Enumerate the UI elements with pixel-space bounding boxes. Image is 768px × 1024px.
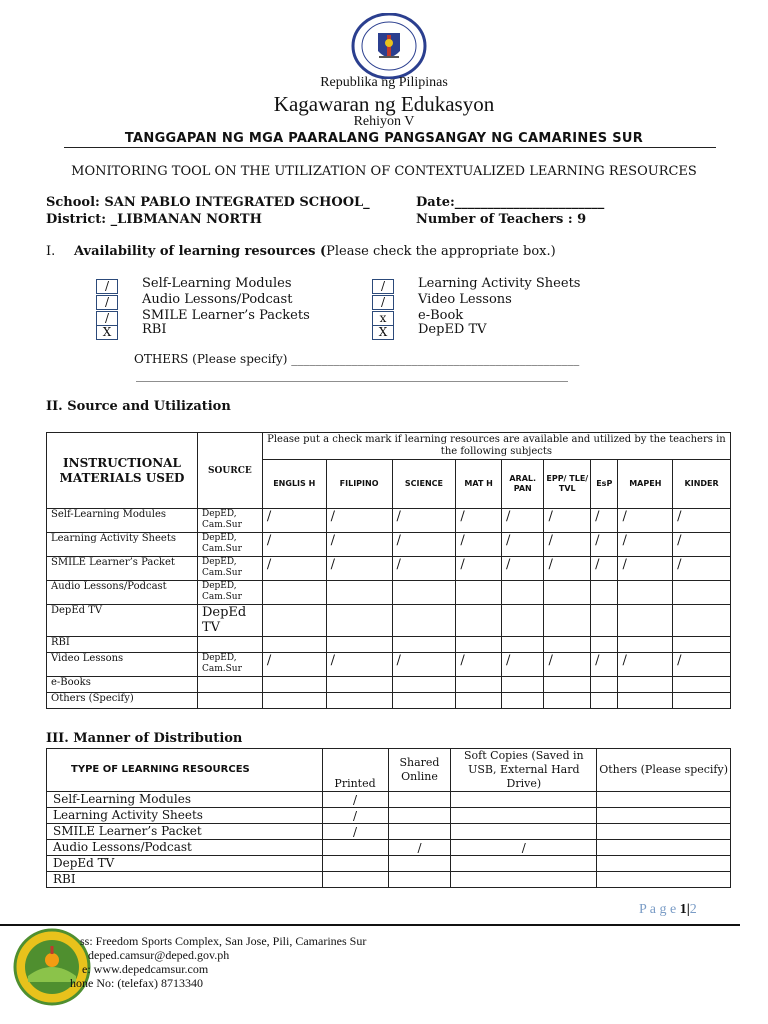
- utilization-check-cell[interactable]: /: [591, 557, 618, 581]
- distribution-check-cell[interactable]: [451, 808, 597, 824]
- utilization-check-cell[interactable]: [501, 693, 544, 709]
- utilization-check-cell[interactable]: /: [673, 509, 731, 533]
- utilization-check-cell[interactable]: [618, 637, 673, 653]
- distribution-check-cell[interactable]: [597, 840, 731, 856]
- utilization-check-cell[interactable]: /: [544, 653, 591, 677]
- material-cell: DepEd TV: [47, 605, 198, 637]
- footer-email: deped.camsur@deped.gov.ph: [88, 948, 230, 962]
- header-divider: [64, 147, 716, 148]
- distribution-check-cell[interactable]: [322, 856, 388, 872]
- resource-label: DepED TV: [418, 322, 487, 337]
- distribution-check-cell[interactable]: /: [322, 792, 388, 808]
- distribution-col-header: Soft Copies (Saved in USB, External Hard Drive): [451, 749, 597, 792]
- teachers-count: Number of Teachers : 9: [416, 212, 587, 227]
- utilization-check-cell[interactable]: [326, 581, 392, 605]
- form-title: MONITORING TOOL ON THE UTILIZATION OF CONTEXTUALIZED LEARNING RESOURCES: [71, 164, 697, 179]
- utilization-check-cell[interactable]: /: [456, 653, 502, 677]
- utilization-check-cell[interactable]: [262, 605, 326, 637]
- resource-checkbox[interactable]: /: [96, 279, 118, 294]
- resource-type-cell: Learning Activity Sheets: [47, 808, 323, 824]
- utilization-check-cell[interactable]: [456, 693, 502, 709]
- utilization-check-cell[interactable]: /: [501, 557, 544, 581]
- source-utilization-table: [46, 432, 731, 709]
- table-row: [47, 808, 731, 824]
- department-name: Kagawaran ng Edukasyon: [273, 92, 495, 116]
- resource-label: RBI: [142, 322, 167, 337]
- district-field: District: _LIBMANAN NORTH: [46, 212, 262, 227]
- resource-checkbox[interactable]: X: [96, 325, 118, 340]
- utilization-check-cell[interactable]: /: [456, 533, 502, 557]
- utilization-check-cell[interactable]: /: [618, 533, 673, 557]
- table-row: [47, 533, 731, 557]
- distribution-check-cell[interactable]: [597, 856, 731, 872]
- table-row: [47, 872, 731, 888]
- utilization-check-cell[interactable]: [456, 605, 502, 637]
- utilization-check-cell[interactable]: [618, 581, 673, 605]
- utilization-check-cell[interactable]: /: [544, 533, 591, 557]
- subject-header: EPP/ TLE/ TVL: [544, 460, 591, 509]
- utilization-check-cell[interactable]: /: [326, 557, 392, 581]
- footer-address: ss: Freedom Sports Complex, San Jose, Pili, Camarines Sur: [80, 934, 367, 948]
- utilization-check-cell[interactable]: [591, 581, 618, 605]
- distribution-check-cell[interactable]: [451, 824, 597, 840]
- distribution-check-cell[interactable]: [322, 872, 388, 888]
- source-cell: DepED, Cam.Sur: [197, 557, 262, 581]
- resource-label: Video Lessons: [418, 292, 512, 307]
- source-cell: DepEd TV: [197, 605, 262, 637]
- distribution-check-cell[interactable]: [388, 824, 451, 840]
- subject-header: ENGLIS H: [262, 460, 326, 509]
- utilization-check-cell[interactable]: /: [544, 509, 591, 533]
- utilization-check-cell[interactable]: /: [262, 533, 326, 557]
- resource-checkbox[interactable]: x: [372, 311, 394, 326]
- table-row: [47, 792, 731, 808]
- distribution-check-cell[interactable]: /: [322, 824, 388, 840]
- material-cell: Audio Lessons/Podcast: [47, 581, 198, 605]
- utilization-check-cell[interactable]: [618, 605, 673, 637]
- resource-checkbox[interactable]: /: [96, 311, 118, 326]
- resource-checkbox[interactable]: /: [372, 295, 394, 310]
- utilization-check-cell[interactable]: /: [618, 509, 673, 533]
- source-cell: DepED, Cam.Sur: [197, 509, 262, 533]
- utilization-check-cell[interactable]: [501, 677, 544, 693]
- utilization-check-cell[interactable]: [262, 693, 326, 709]
- col-materials-header: INSTRUCTIONAL MATERIALS USED: [47, 433, 198, 509]
- material-cell: RBI: [47, 637, 198, 653]
- region-label: Rehiyon V: [353, 114, 415, 129]
- utilization-check-cell[interactable]: [673, 637, 731, 653]
- material-cell: Learning Activity Sheets: [47, 533, 198, 557]
- footer-divider: [0, 924, 740, 926]
- distribution-check-cell[interactable]: [597, 808, 731, 824]
- footer-website: e: www.depedcamsur.com: [82, 962, 209, 976]
- utilization-check-cell[interactable]: [673, 581, 731, 605]
- subject-header: ARAL. PAN: [501, 460, 544, 509]
- utilization-check-cell[interactable]: [326, 637, 392, 653]
- utilization-check-cell[interactable]: [591, 637, 618, 653]
- utilization-check-cell[interactable]: [392, 605, 456, 637]
- utilization-check-cell[interactable]: [392, 637, 456, 653]
- utilization-check-cell[interactable]: [591, 605, 618, 637]
- utilization-check-cell[interactable]: /: [326, 653, 392, 677]
- material-cell: SMILE Learner’s Packet: [47, 557, 198, 581]
- utilization-check-cell[interactable]: /: [673, 557, 731, 581]
- utilization-check-cell[interactable]: /: [544, 557, 591, 581]
- utilization-check-cell[interactable]: [544, 637, 591, 653]
- utilization-check-cell[interactable]: /: [591, 533, 618, 557]
- utilization-check-cell[interactable]: /: [673, 653, 731, 677]
- distribution-check-cell[interactable]: [388, 792, 451, 808]
- utilization-check-cell[interactable]: [262, 637, 326, 653]
- distribution-check-cell[interactable]: [388, 808, 451, 824]
- office-name: TANGGAPAN NG MGA PAARALANG PANGSANGAY NG CAMARINES SUR: [124, 131, 644, 146]
- utilization-check-cell[interactable]: [618, 677, 673, 693]
- utilization-check-cell[interactable]: [456, 677, 502, 693]
- utilization-check-cell[interactable]: [262, 581, 326, 605]
- utilization-check-cell[interactable]: /: [262, 653, 326, 677]
- distribution-check-cell[interactable]: [597, 824, 731, 840]
- table-row: [47, 637, 731, 653]
- utilization-check-cell[interactable]: [392, 677, 456, 693]
- utilization-check-cell[interactable]: /: [501, 653, 544, 677]
- source-cell: DepED, Cam.Sur: [197, 581, 262, 605]
- utilization-check-cell[interactable]: [591, 693, 618, 709]
- utilization-check-cell[interactable]: [326, 605, 392, 637]
- utilization-check-cell[interactable]: /: [618, 653, 673, 677]
- utilization-check-cell[interactable]: /: [262, 509, 326, 533]
- resource-label: e-Book: [418, 308, 464, 323]
- section3-heading: III. Manner of Distribution: [46, 731, 243, 746]
- utilization-check-cell[interactable]: /: [591, 653, 618, 677]
- distribution-check-cell[interactable]: [597, 792, 731, 808]
- utilization-check-cell[interactable]: /: [392, 653, 456, 677]
- utilization-check-cell[interactable]: [673, 677, 731, 693]
- utilization-check-cell[interactable]: [673, 605, 731, 637]
- utilization-check-cell[interactable]: [501, 581, 544, 605]
- date-field: Date:_______________________: [416, 195, 605, 210]
- subject-header: SCIENCE: [392, 460, 456, 509]
- utilization-check-cell[interactable]: [618, 693, 673, 709]
- school-field: School: SAN PABLO INTEGRATED SCHOOL_: [46, 195, 370, 210]
- distribution-check-cell[interactable]: [451, 792, 597, 808]
- republic-label: Republika ng Pilipinas: [320, 75, 448, 90]
- table-row: [47, 581, 731, 605]
- resource-checkbox[interactable]: X: [372, 325, 394, 340]
- utilization-check-cell[interactable]: [326, 677, 392, 693]
- table-row: [47, 509, 731, 533]
- subjects-instruction: Please put a check mark if learning resources are available and utilized by the teachers in the following subjects: [262, 433, 730, 460]
- distribution-col-header: TYPE OF LEARNING RESOURCES: [47, 749, 323, 792]
- footer-phone: hone No: (telefax) 8713340: [70, 976, 203, 990]
- distribution-check-cell[interactable]: [597, 872, 731, 888]
- resource-label: Audio Lessons/Podcast: [142, 292, 293, 307]
- utilization-check-cell[interactable]: /: [392, 557, 456, 581]
- utilization-check-cell[interactable]: /: [501, 533, 544, 557]
- table-row: [47, 693, 731, 709]
- source-cell: [197, 677, 262, 693]
- resource-type-cell: Self-Learning Modules: [47, 792, 323, 808]
- resource-checkbox[interactable]: /: [372, 279, 394, 294]
- distribution-col-header: Printed: [322, 749, 388, 792]
- utilization-check-cell[interactable]: /: [618, 557, 673, 581]
- source-cell: [197, 693, 262, 709]
- distribution-table: [46, 748, 731, 888]
- utilization-check-cell[interactable]: [544, 677, 591, 693]
- utilization-check-cell[interactable]: [544, 581, 591, 605]
- section1-number: I.: [46, 244, 56, 259]
- utilization-check-cell[interactable]: /: [392, 509, 456, 533]
- distribution-check-cell[interactable]: [451, 856, 597, 872]
- table-row: [47, 824, 731, 840]
- section2-heading: II. Source and Utilization: [46, 399, 231, 414]
- col-source-header: SOURCE: [197, 433, 262, 509]
- material-cell: Self-Learning Modules: [47, 509, 198, 533]
- material-cell: Video Lessons: [47, 653, 198, 677]
- utilization-check-cell[interactable]: [456, 581, 502, 605]
- resource-label: SMILE Learner’s Packets: [142, 308, 310, 323]
- distribution-check-cell[interactable]: [388, 872, 451, 888]
- utilization-check-cell[interactable]: /: [392, 533, 456, 557]
- utilization-check-cell[interactable]: [392, 581, 456, 605]
- utilization-check-cell[interactable]: [326, 693, 392, 709]
- distribution-check-cell[interactable]: [322, 840, 388, 856]
- utilization-check-cell[interactable]: [262, 677, 326, 693]
- material-cell: Others (Specify): [47, 693, 198, 709]
- distribution-check-cell[interactable]: [388, 856, 451, 872]
- utilization-check-cell[interactable]: [673, 693, 731, 709]
- utilization-check-cell[interactable]: /: [673, 533, 731, 557]
- others-line: ________________________________________________________________________: [136, 368, 568, 382]
- distribution-check-cell[interactable]: [451, 872, 597, 888]
- source-cell: DepED, Cam.Sur: [197, 533, 262, 557]
- utilization-check-cell[interactable]: /: [262, 557, 326, 581]
- distribution-check-cell[interactable]: /: [451, 840, 597, 856]
- page-number: P a g e 1|2: [639, 902, 697, 917]
- table-row: [47, 605, 731, 637]
- resource-type-cell: SMILE Learner’s Packet: [47, 824, 323, 840]
- utilization-check-cell[interactable]: /: [456, 557, 502, 581]
- utilization-check-cell[interactable]: [501, 637, 544, 653]
- subject-header: FILIPINO: [326, 460, 392, 509]
- source-cell: DepED, Cam.Sur: [197, 653, 262, 677]
- utilization-check-cell[interactable]: /: [456, 509, 502, 533]
- resource-type-cell: DepEd TV: [47, 856, 323, 872]
- resource-label: Self-Learning Modules: [142, 276, 292, 291]
- resource-checkbox[interactable]: /: [96, 295, 118, 310]
- source-cell: [197, 637, 262, 653]
- material-cell: e-Books: [47, 677, 198, 693]
- table-row: [47, 557, 731, 581]
- resource-type-cell: RBI: [47, 872, 323, 888]
- utilization-check-cell[interactable]: [501, 605, 544, 637]
- utilization-check-cell[interactable]: [591, 677, 618, 693]
- distribution-check-cell[interactable]: /: [322, 808, 388, 824]
- subject-header: KINDER: [673, 460, 731, 509]
- table-row: [47, 856, 731, 872]
- distribution-check-cell[interactable]: /: [388, 840, 451, 856]
- utilization-check-cell[interactable]: [456, 637, 502, 653]
- utilization-check-cell[interactable]: /: [591, 509, 618, 533]
- table-row: [47, 653, 731, 677]
- table-row: [47, 840, 731, 856]
- utilization-check-cell[interactable]: /: [501, 509, 544, 533]
- utilization-check-cell[interactable]: [544, 693, 591, 709]
- distribution-col-header: Shared Online: [388, 749, 451, 792]
- utilization-check-cell[interactable]: [544, 605, 591, 637]
- table-row: [47, 677, 731, 693]
- resource-label: Learning Activity Sheets: [418, 276, 581, 291]
- subject-header: MAPEH: [618, 460, 673, 509]
- distribution-col-header: Others (Please specify): [597, 749, 731, 792]
- others-specify: OTHERS (Please specify) ________________________________________________: [134, 352, 580, 366]
- utilization-check-cell[interactable]: /: [326, 509, 392, 533]
- resource-type-cell: Audio Lessons/Podcast: [47, 840, 323, 856]
- section1-heading: Availability of learning resources (Please check the appropriate box.): [74, 244, 556, 259]
- subject-header: EsP: [591, 460, 618, 509]
- utilization-check-cell[interactable]: [392, 693, 456, 709]
- subject-header: MAT H: [456, 460, 502, 509]
- utilization-check-cell[interactable]: /: [326, 533, 392, 557]
- deped-seal-icon: [349, 13, 429, 79]
